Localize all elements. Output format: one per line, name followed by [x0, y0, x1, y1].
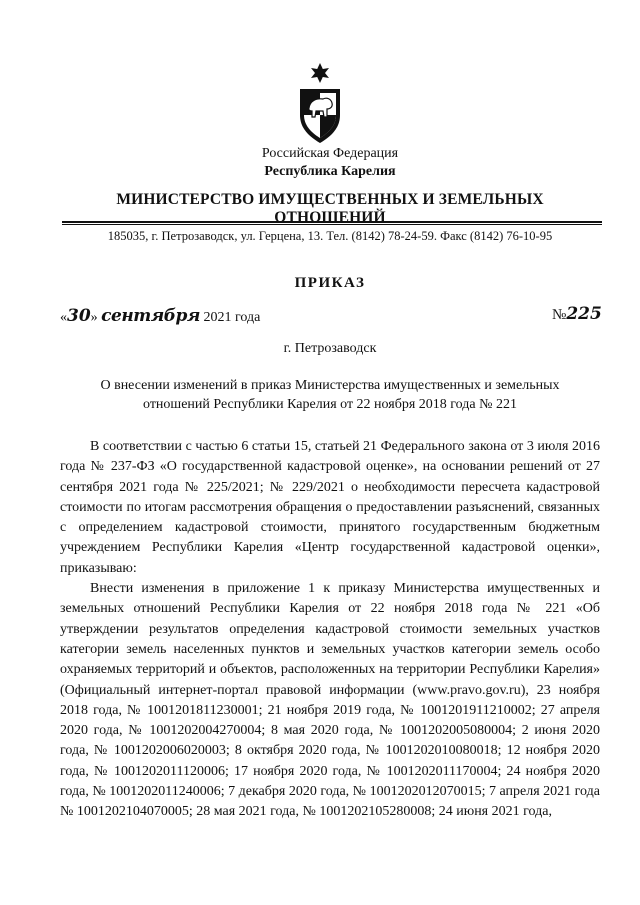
order-city: г. Петрозаводск: [283, 341, 377, 356]
number-value: 225: [566, 304, 602, 324]
date-close-quote: »: [90, 310, 98, 325]
order-body: [60, 437, 600, 823]
number-prefix: №: [552, 307, 567, 323]
order-number: [552, 304, 602, 324]
date-day: 30: [67, 306, 91, 326]
subject-line: О внесении изменений в приказ Министерства имущественных и земельных: [100, 378, 560, 393]
subject-line: отношений Республики Карелия от 22 ноября 2018 года № 221: [143, 397, 517, 412]
country-name: Российская Федерация: [261, 146, 399, 161]
header-divider-thin: [62, 224, 602, 225]
republic-name: Республика Карелия: [264, 164, 396, 179]
header-divider: [62, 221, 602, 223]
order-date: [60, 306, 260, 326]
document-title: ПРИКАЗ: [294, 275, 366, 291]
order-subject: [60, 376, 600, 414]
date-month: сентября: [101, 306, 200, 326]
body-paragraph: Внести изменения в приложение 1 к приказу Министерства имущественных и земельных отношений Республики Карелия от 22 ноября 2018 года № 221 «Об утверждении результатов определения кадастровой стоимости земельных участков категории земель населенных пунктов и земельных участков категории земель особо охраняемых территорий и объектов, расположенных на территории Республики Карелия» (Официальный интернет-портал правовой информации (www.pravo.gov.ru), 23 ноября 2018 года, № 1001201811230001; 21 ноября 2019 года, № 1001201911210002; 27 апреля 2020 года, № 1001202004270004; 8 мая 2020 года, № 1001202005080004; 2 июня 2020 года, № 1001202006020003; 8 октября 2020 года, № 1001202010080018; 12 ноября 2020 года, № 1001202011120006; 17 ноября 2020 года, № 1001202011170004; 24 ноября 2020 года, № 1001202011240006; 7 декабря 2020 года, № 1001202012070015; 7 апреля 2021 года № 1001202104070005; 28 мая 2021 года, № 1001202105280008; 24 июня 2021 года,: [60, 581, 600, 820]
ministry-address: 185035, г. Петрозаводск, ул. Герцена, 13. Тел. (8142) 78-24-59. Факс (8142) 76-10-95: [107, 229, 553, 243]
coat-of-arms-icon: [296, 63, 344, 145]
date-open-quote: «: [60, 310, 67, 325]
ministry-name: МИНИСТЕРСТВО ИМУЩЕСТВЕННЫХ И ЗЕМЕЛЬНЫХ ОТНОШЕНИЙ: [116, 191, 544, 226]
body-paragraph: В соответствии с частью 6 статьи 15, статьей 21 Федерального закона от 3 июля 2016 года № 237-ФЗ «О государственной кадастровой оценке», на основании решений от 27 сентября 2021 года № 225/2021; № 229/2021 о необходимости пересчета кадастровой стоимости по итогам рассмотрения обращения о предоставлении разъяснений, связанных с определением кадастровой стоимости, принятого государственным бюджетным учреждением Республики Карелия «Центр государственной кадастровой оценки», приказываю:: [60, 439, 600, 576]
date-year: 2021 года: [203, 310, 261, 325]
